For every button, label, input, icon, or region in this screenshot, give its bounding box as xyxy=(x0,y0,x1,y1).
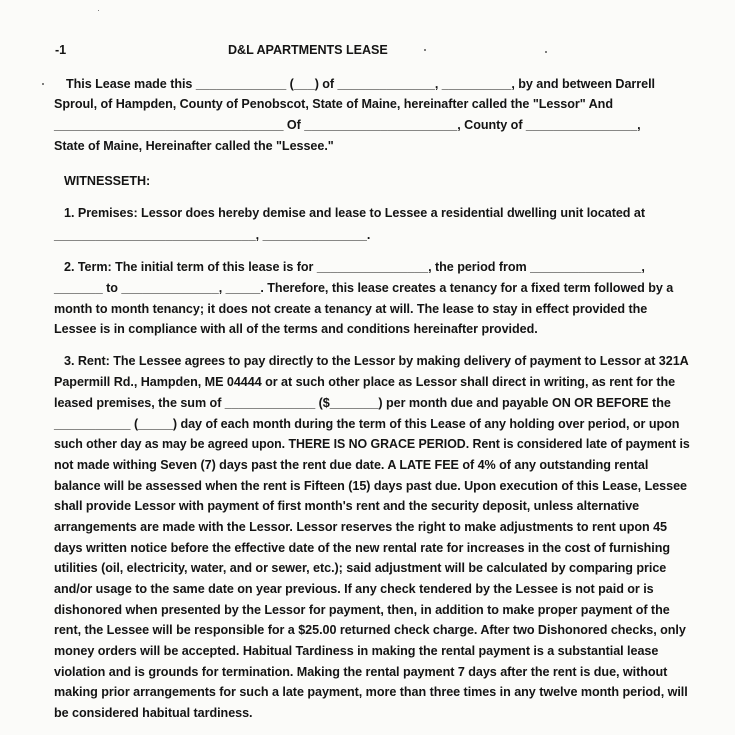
rent-line-1: 3. Rent: The Lessee agrees to pay directly to the Lessor by making delivery of payment to Lessor at 321A xyxy=(64,354,689,368)
rent-line-6: not made withing Seven (7) days past the rent due date. A LATE FEE of 4% of any outstanding rental xyxy=(54,458,649,472)
page-number: -1 xyxy=(55,43,67,57)
term-line-2: _______ to ______________, _____. Therefore, this lease creates a tenancy for a fixed term followed by a xyxy=(54,281,674,295)
rent-line-16: violation and is grounds for termination. Making the rental payment 7 days after the rent is due, without xyxy=(54,665,668,679)
rent-line-15: money orders will be accepted. Habitual Tardiness in making the rental payment is a substantial lease xyxy=(54,644,659,658)
term-line-1: 2. Term: The initial term of this lease is for ________________, the period from ________________, xyxy=(64,260,645,274)
rent-line-3: leased premises, the sum of _____________ ($_______) per month due and payable ON OR BEFORE the xyxy=(54,396,671,410)
rent-line-2: Papermill Rd., Hampden, ME 04444 or at such other place as Lessor shall direct in writing, as rent for the xyxy=(54,375,676,389)
intro-line-4: State of Maine, Hereinafter called the "Lessee." xyxy=(54,139,334,153)
term-line-4: Lessee is in compliance with all of the terms and conditions hereinafter provided. xyxy=(54,322,538,336)
intro-line-2: Sproul, of Hampden, County of Penobscot, State of Maine, hereinafter called the "Lessor" And xyxy=(54,97,613,111)
rent-line-12: and/or usage to the same date on year previous. If any check tendered by the Lessee is not paid or is xyxy=(54,582,654,596)
rent-line-5: such other day as may be agreed upon. THERE IS NO GRACE PERIOD. Rent is considered late of payment is xyxy=(54,437,690,451)
intro-line-3: _________________________________ Of ______________________, County of ________________, xyxy=(54,118,641,132)
rent-line-7: balance will be assessed when the rent is Fifteen (15) days past due. Upon execution of this Lease, Lessee xyxy=(54,479,687,493)
witnesseth-heading: WITNESSETH: xyxy=(64,174,151,188)
scan-speck xyxy=(42,83,44,85)
rent-line-13: dishonored when presented by the Lessor for payment, then, in addition to make proper payment of the xyxy=(54,603,670,617)
rent-line-14: rent, the Lessee will be responsible for a $25.00 returned check charge. After two Dishonored checks, only xyxy=(54,623,686,637)
premises-line-2: _____________________________, _______________. xyxy=(54,228,371,242)
scan-speck xyxy=(545,51,547,53)
intro-line-1: This Lease made this _____________ (___) of ______________, __________, by and between Darrell xyxy=(66,77,655,91)
rent-line-17: making prior arrangements for such a late payment, more than three times in any twelve month period, will xyxy=(54,685,688,699)
rent-line-18: be considered habitual tardiness. xyxy=(54,706,253,720)
premises-line-1: 1. Premises: Lessor does hereby demise and lease to Lessee a residential dwelling unit located at xyxy=(64,206,645,220)
rent-line-8: shall provide Lessor with payment of first month's rent and the security deposit, unless alternative xyxy=(54,499,640,513)
scan-speck xyxy=(98,10,99,11)
scan-speck xyxy=(424,49,426,51)
document-title: D&L APARTMENTS LEASE xyxy=(228,43,388,57)
rent-line-11: utilities (oil, electricity, water, and or sewer, etc.); said adjustment will be calculated by comparing price xyxy=(54,561,667,575)
term-line-3: month to month tenancy; it does not create a tenancy at will. The lease to stay in effect provided the xyxy=(54,302,648,316)
rent-line-4: ___________ (_____) day of each month during the term of this Lease of any holding over period, or upon xyxy=(54,417,680,431)
rent-line-9: arrangements are made with the Lessor. Lessor reserves the right to make adjustments to rent upon 45 xyxy=(54,520,667,534)
rent-line-10: days written notice before the effective date of the new rental rate for increases in the cost of furnishing xyxy=(54,541,671,555)
